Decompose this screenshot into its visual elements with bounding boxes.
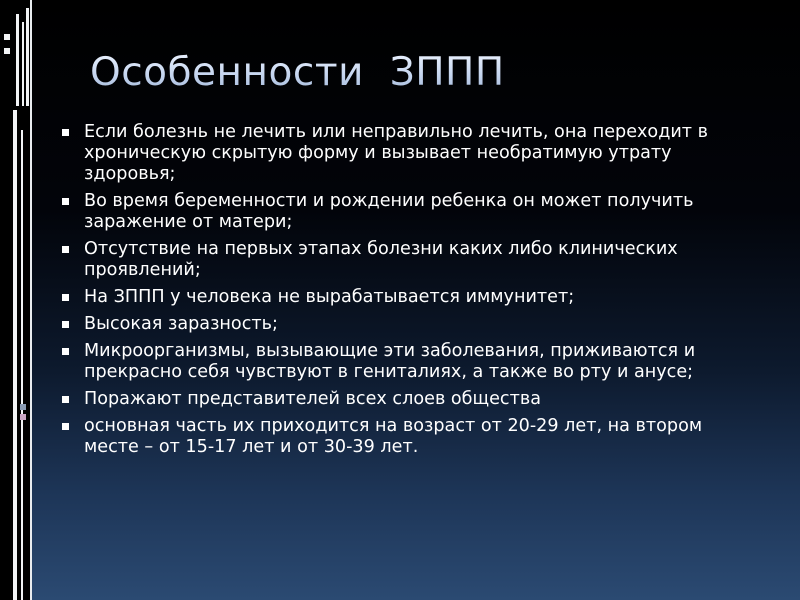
decorative-stripe xyxy=(16,14,19,106)
square-bullet-icon xyxy=(62,348,69,355)
square-bullet-icon xyxy=(62,129,69,136)
bullet-item xyxy=(62,287,762,308)
bullet-text: Микроорганизмы, вызывающие эти заболевания, приживаются и прекрасно себя чувствуют в гениталиях, а также во рту и анусе; xyxy=(84,341,696,382)
decorative-stripe xyxy=(26,8,29,106)
bullet-text: На ЗППП у человека не вырабатывается иммунитет; xyxy=(84,287,575,307)
square-bullet-icon xyxy=(62,396,69,403)
square-bullet-icon xyxy=(62,423,69,430)
bullet-text: Высокая заразность; xyxy=(84,314,278,334)
square-bullet-icon xyxy=(62,246,69,253)
decorative-square xyxy=(20,404,26,410)
bullet-item xyxy=(62,122,762,185)
decorative-stripe xyxy=(13,110,17,600)
decorative-square xyxy=(4,34,10,40)
bullet-text: Отсутствие на первых этапах болезни каких либо клинических проявлений; xyxy=(84,239,678,280)
decorative-square xyxy=(20,414,26,420)
bullet-item xyxy=(62,314,762,335)
bullet-list xyxy=(62,122,762,464)
square-bullet-icon xyxy=(62,321,69,328)
bullet-item xyxy=(62,416,762,458)
bullet-item xyxy=(62,239,762,281)
slide-title: Особенности ЗППП xyxy=(90,50,770,95)
bullet-text: Поражают представителей всех слоев общества xyxy=(84,389,541,409)
decorative-square xyxy=(4,48,10,54)
bullet-item xyxy=(62,191,762,233)
bullet-item xyxy=(62,389,762,410)
bullet-text: Во время беременности и рождении ребенка он может получить заражение от матери; xyxy=(84,191,694,232)
square-bullet-icon xyxy=(62,294,69,301)
decorative-stripe xyxy=(21,130,23,600)
bullet-text: основная часть их приходится на возраст от 20-29 лет, на втором месте – от 15-17 лет и от 30-39 лет. xyxy=(84,416,703,457)
decorative-stripe xyxy=(22,22,24,106)
square-bullet-icon xyxy=(62,198,69,205)
bullet-item xyxy=(62,341,762,383)
bullet-text: Если болезнь не лечить или неправильно лечить, она переходит в хроническую скрытую форму и вызывает необратимую утрату здоровья; xyxy=(84,122,709,184)
